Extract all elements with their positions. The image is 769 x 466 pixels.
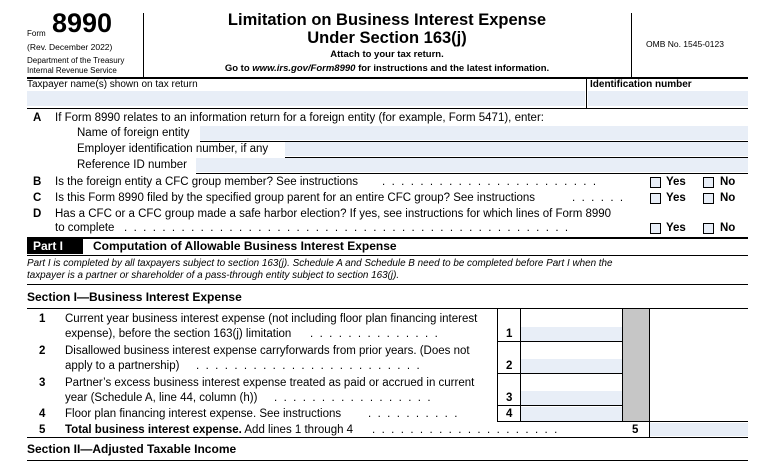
foreign-entity-name-label: Name of foreign entity	[77, 127, 190, 139]
line-3-number: 3	[39, 377, 46, 389]
revision-date: (Rev. December 2022)	[27, 42, 113, 52]
line-a-text: If Form 8990 relates to an information return for a foreign entity (for example, Form 5471), enter:	[55, 112, 544, 124]
line-b-no-checkbox[interactable]	[703, 177, 714, 188]
line-1-text: Current year business interest expense (not including floor plan financing interest	[65, 313, 478, 325]
line-2-text-cont: apply to a partnership)	[65, 360, 180, 372]
line-3-box-label: 3	[506, 392, 513, 404]
line-d-letter: D	[33, 208, 42, 220]
line-c-no-checkbox[interactable]	[703, 193, 714, 204]
line-d-yes-label: Yes	[666, 222, 686, 234]
line-5-amount-field[interactable]	[650, 423, 748, 436]
part-1-note-line1: Part I is completed by all taxpayers subject to section 163(j). Schedule A and Schedule B need to be completed before Part I when the	[27, 258, 613, 269]
line-1-amount-field[interactable]	[521, 327, 622, 341]
reference-id-label: Reference ID number	[77, 159, 187, 171]
line-c-yes-checkbox[interactable]	[650, 193, 661, 204]
line-3-text-cont: year (Schedule A, line 44, column (h))	[65, 392, 258, 404]
line-2-box-label: 2	[506, 360, 513, 372]
line-d-yes-checkbox[interactable]	[650, 223, 661, 234]
form-word: Form	[27, 29, 46, 38]
line-4-amount-field[interactable]	[521, 407, 622, 421]
taxpayer-name-field[interactable]	[27, 91, 585, 106]
form-title-line1: Limitation on Business Interest Expense	[227, 11, 547, 29]
taxpayer-name-label: Taxpayer name(s) shown on tax return	[27, 79, 198, 90]
foreign-ein-field[interactable]	[285, 142, 748, 156]
form-number: 8990	[52, 8, 113, 38]
line-4-box-label: 4	[506, 408, 513, 420]
line-b-letter: B	[33, 176, 42, 188]
line-5-number: 5	[39, 424, 46, 436]
foreign-entity-name-field[interactable]	[200, 126, 748, 140]
line-b-text: Is the foreign entity a CFC group member? See instructions	[55, 176, 358, 188]
line-3-text: Partner’s excess business interest expense treated as paid or accrued in current	[65, 377, 475, 389]
reference-id-field[interactable]	[196, 158, 748, 172]
line-d-no-checkbox[interactable]	[703, 223, 714, 234]
form-title-line2: Under Section 163(j)	[307, 29, 467, 47]
line-5-box-label: 5	[632, 424, 639, 436]
identification-number-label: Identification number	[590, 79, 692, 90]
form-header	[0, 0, 769, 78]
line-4-number: 4	[39, 408, 46, 420]
omb-number: OMB No. 1545-0123	[646, 39, 724, 49]
line-2-amount-field[interactable]	[521, 359, 622, 373]
foreign-ein-label: Employer identification number, if any	[77, 143, 269, 155]
line-d-no-label: No	[720, 222, 736, 234]
goto-instruction: Go to www.irs.gov/Form8990 for instructions and the latest information.	[224, 63, 550, 74]
identification-number-field[interactable]	[588, 91, 748, 106]
section-2-title: Section II—Adjusted Taxable Income	[27, 442, 237, 456]
part-1-note-line2: taxpayer is a partner or shareholder of a pass-through entity subject to section 163(j).	[27, 270, 400, 281]
line-c-text: Is this Form 8990 filed by the specified group parent for an entire CFC group? See instructions	[55, 192, 536, 204]
line-c-yes-label: Yes	[666, 192, 686, 204]
line-b-yes-label: Yes	[666, 176, 686, 188]
line-a-letter: A	[33, 112, 42, 124]
attach-instruction: Attach to your tax return.	[330, 49, 444, 60]
line-c-letter: C	[33, 192, 42, 204]
line-1-number: 1	[39, 313, 46, 325]
line-c-no-label: No	[720, 192, 736, 204]
line-3-amount-field[interactable]	[521, 391, 622, 405]
line-2-number: 2	[39, 345, 46, 357]
part-1-label: Part I	[27, 238, 83, 254]
shaded-column	[622, 309, 649, 421]
agency: Internal Revenue Service	[27, 66, 117, 75]
line-d-text-cont: to complete	[55, 222, 115, 234]
part-1-title: Computation of Allowable Business Interest Expense	[93, 239, 397, 253]
line-b-no-label: No	[720, 176, 736, 188]
line-b-yes-checkbox[interactable]	[650, 177, 661, 188]
line-1-box-label: 1	[506, 328, 513, 340]
section-1-title: Section I—Business Interest Expense	[27, 290, 242, 304]
line-1-text-cont: expense), before the section 163(j) limitation	[65, 328, 292, 340]
line-4-text: Floor plan financing interest expense. See instructions	[65, 408, 342, 420]
line-5-text: Total business interest expense. Add lines 1 through 4	[65, 424, 354, 436]
department: Department of the Treasury	[27, 56, 125, 65]
irs-url-link[interactable]: www.irs.gov/Form8990	[252, 63, 356, 74]
line-d-text: Has a CFC or a CFC group made a safe harbor election? If yes, see instructions for which lines of Form 8990	[55, 208, 612, 220]
line-2-text: Disallowed business interest expense carryforwards from prior years. (Does not	[65, 345, 470, 357]
